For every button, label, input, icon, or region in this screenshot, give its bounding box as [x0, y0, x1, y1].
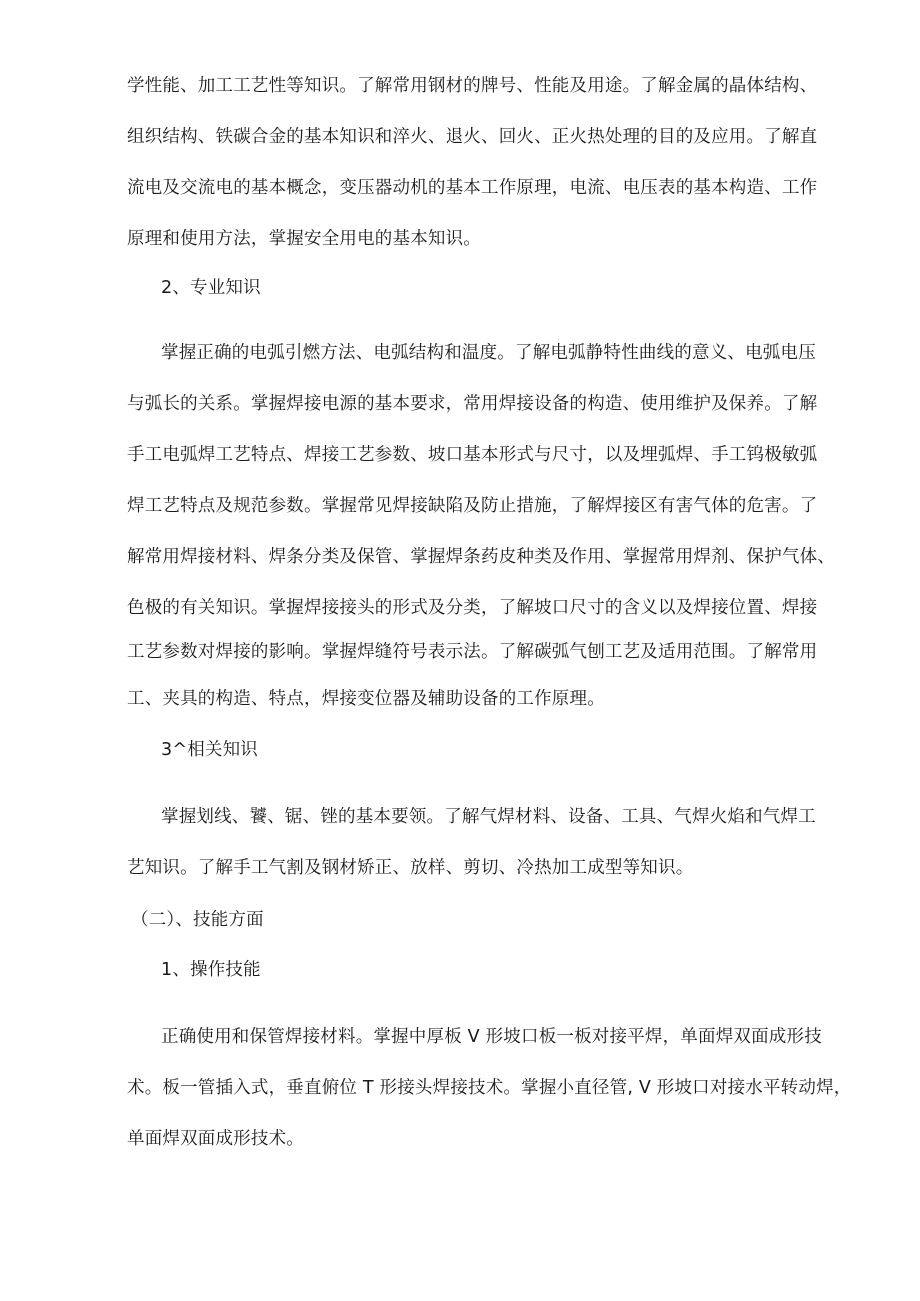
operation-skills-line-1: 正确使用和保管焊接材料。掌握中厚板 V 形坡口板一板对接平焊，单面焊双面成形技 — [161, 1027, 822, 1047]
professional-knowledge-line-1: 掌握正确的电弧引燃方法、电弧结构和温度。了解电弧静特性曲线的意义、电弧电压 — [161, 343, 816, 363]
professional-knowledge-line-2: 与弧长的关系。掌握焊接电源的基本要求，常用焊接设备的构造、使用维护及保养。了解 — [127, 394, 818, 414]
professional-knowledge-line-5: 解常用焊接材料、焊条分类及保管、掌握焊条药皮种类及作用、掌握常用焊剂、保护气体、 — [127, 547, 835, 567]
general-knowledge-line-3: 流电及交流电的基本概念，变压器动机的基本工作原理，电流、电压表的基本构造、工作 — [127, 178, 818, 198]
operation-skills-line-2: 术。板一管插入式，垂直俯位 T 形接头焊接技术。掌握小直径管, V 形坡口对接水平转动焊， — [127, 1078, 852, 1098]
general-knowledge-line-2: 组织结构、铁碳合金的基本知识和淬火、退火、回火、正火热处理的目的及应用。了解直 — [127, 127, 818, 147]
general-knowledge-line-1: 学性能、加工工艺性等知识。了解常用钢材的牌号、性能及用途。了解金属的晶体结构、 — [127, 76, 818, 96]
professional-knowledge-line-7: 工艺参数对焊接的影响。掌握焊缝符号表示法。了解碳弧气刨工艺及适用范围。了解常用 — [127, 642, 818, 662]
related-knowledge-line-1: 掌握划线、饕、锯、锉的基本要领。了解气焊材料、设备、工具、气焊火焰和气焊工 — [161, 807, 816, 827]
professional-knowledge-line-4: 焊工艺特点及规范参数。掌握常见焊接缺陷及防止措施，了解焊接区有害气体的危害。了 — [127, 496, 818, 516]
operation-skills-line-3: 单面焊双面成形技术。 — [127, 1129, 304, 1149]
professional-knowledge-line-8: 工、夹具的构造、特点，焊接变位器及辅助设备的工作原理。 — [127, 689, 605, 709]
general-knowledge-line-4: 原理和使用方法，掌握安全用电的基本知识。 — [127, 229, 481, 249]
section-heading-related: 3^相关知识 — [161, 740, 258, 760]
section-heading-skills: （二）、技能方面 — [131, 910, 264, 930]
professional-knowledge-line-6: 色极的有关知识。掌握焊接接头的形式及分类，了解坡口尺寸的含义以及焊接位置、焊接 — [127, 598, 818, 618]
related-knowledge-line-2: 艺知识。了解手工气割及钢材矫正、放样、剪切、冷热加工成型等知识。 — [127, 858, 694, 878]
section-heading-professional: 2、专业知识 — [161, 278, 261, 298]
professional-knowledge-line-3: 手工电弧焊工艺特点、焊接工艺参数、坡口基本形式与尺寸，以及埋弧焊、手工钨极敏弧 — [127, 445, 818, 465]
section-heading-operation: 1、操作技能 — [161, 960, 261, 980]
